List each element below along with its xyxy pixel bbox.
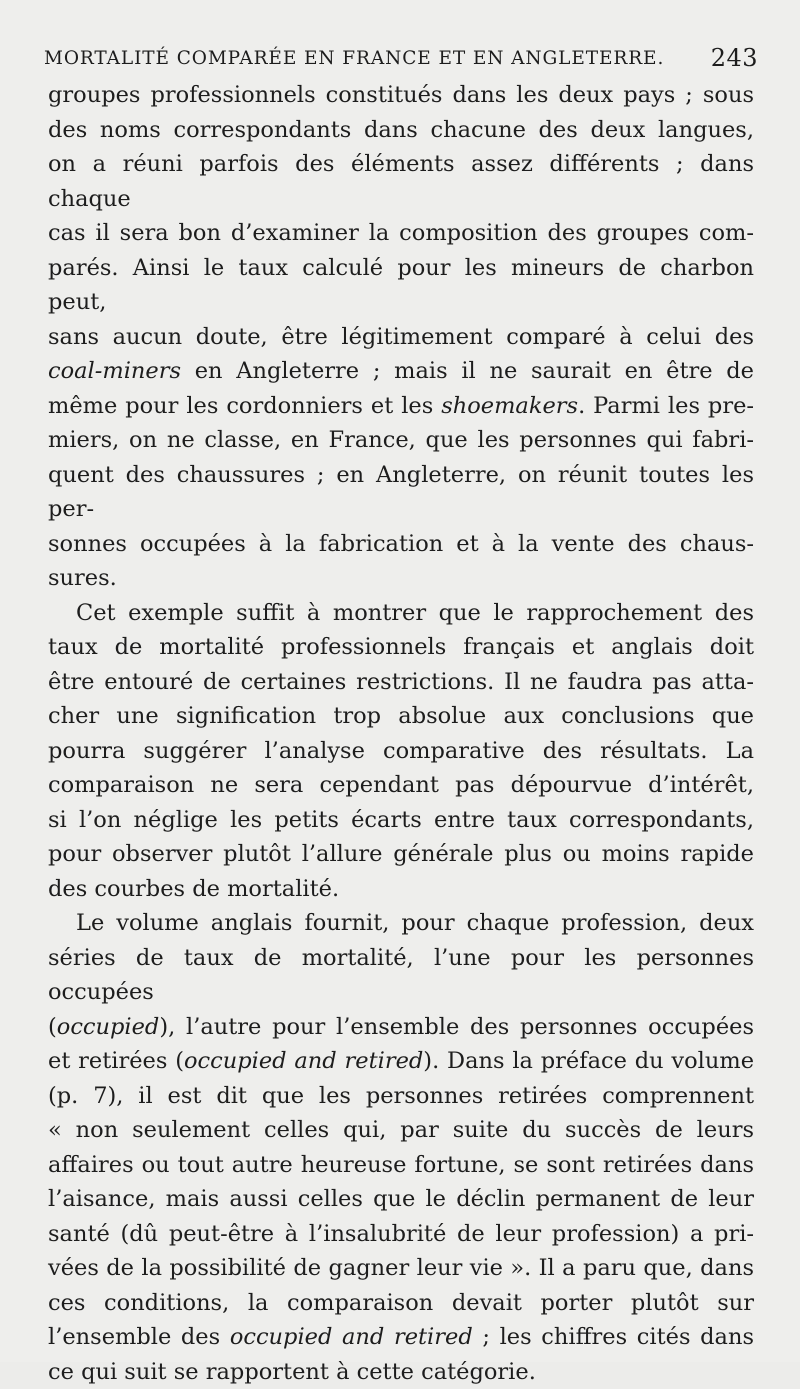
text-line: coal-miners en Angleterre ; mais il ne saurait en être de [48,354,754,389]
text-line: taux de mortalité professionnels français et anglais doit [48,630,754,665]
text-line: sans aucun doute, être légitimement comparé à celui des [48,320,754,355]
text-line: pour observer plutôt l’allure générale plus ou moins rapide [48,837,754,872]
text-line: cas il sera bon d’examiner la composition des groupes com- [48,216,754,251]
text-line: ces conditions, la comparaison devait porter plutôt sur [48,1286,754,1321]
text-line: (occupied), l’autre pour l’ensemble des personnes occupées [48,1010,754,1045]
body-text [48,78,754,1389]
italic-term: shoemakers [441,393,578,419]
text-line: si l’on néglige les petits écarts entre taux correspondants, [48,803,754,838]
running-title: MORTALITÉ COMPARÉE EN FRANCE ET EN ANGLETERRE. [44,48,664,69]
text-line: ce qui suit se rapportent à cette catégorie. [48,1355,754,1389]
text-line: affaires ou tout autre heureuse fortune, se sont retirées dans [48,1148,754,1183]
text-line: sonnes occupées à la fabrication et à la vente des chaus- [48,527,754,562]
text-line: miers, on ne classe, en France, que les personnes qui fabri- [48,423,754,458]
text-line: Le volume anglais fournit, pour chaque profession, deux [48,906,754,941]
italic-term: occupied and retired [184,1048,423,1074]
italic-term: occupied and retired [230,1324,473,1350]
page-number: 243 [711,44,758,72]
text-line: groupes professionnels constitués dans les deux pays ; sous [48,78,754,113]
text-line: l’ensemble des occupied and retired ; les chiffres cités dans [48,1320,754,1355]
text-line: on a réuni parfois des éléments assez différents ; dans chaque [48,147,754,216]
text-line: séries de taux de mortalité, l’une pour les personnes occupées [48,941,754,1010]
text-line: des noms correspondants dans chacune des deux langues, [48,113,754,148]
running-head [44,44,758,74]
text-line: sures. [48,561,754,596]
text-line: même pour les cordonniers et les shoemakers. Parmi les pre- [48,389,754,424]
text-line: pourra suggérer l’analyse comparative des résultats. La [48,734,754,769]
text-line: comparaison ne sera cependant pas dépourvue d’intérêt, [48,768,754,803]
text-line: parés. Ainsi le taux calculé pour les mineurs de charbon peut, [48,251,754,320]
text-line: (p. 7), il est dit que les personnes retirées comprennent [48,1079,754,1114]
text-line: quent des chaussures ; en Angleterre, on réunit toutes les per- [48,458,754,527]
text-line: et retirées (occupied and retired). Dans la préface du volume [48,1044,754,1079]
text-line: « non seulement celles qui, par suite du succès de leurs [48,1113,754,1148]
italic-term: occupied [57,1014,160,1040]
text-line: l’aisance, mais aussi celles que le déclin permanent de leur [48,1182,754,1217]
text-line: Cet exemple suffit à montrer que le rapprochement des [48,596,754,631]
text-line: vées de la possibilité de gagner leur vie ». Il a paru que, dans [48,1251,754,1286]
text-line: santé (dû peut-être à l’insalubrité de leur profession) a pri- [48,1217,754,1252]
text-line: cher une signification trop absolue aux conclusions que [48,699,754,734]
text-line: des courbes de mortalité. [48,872,754,907]
italic-term: coal-miners [48,358,181,384]
text-line: être entouré de certaines restrictions. Il ne faudra pas atta- [48,665,754,700]
